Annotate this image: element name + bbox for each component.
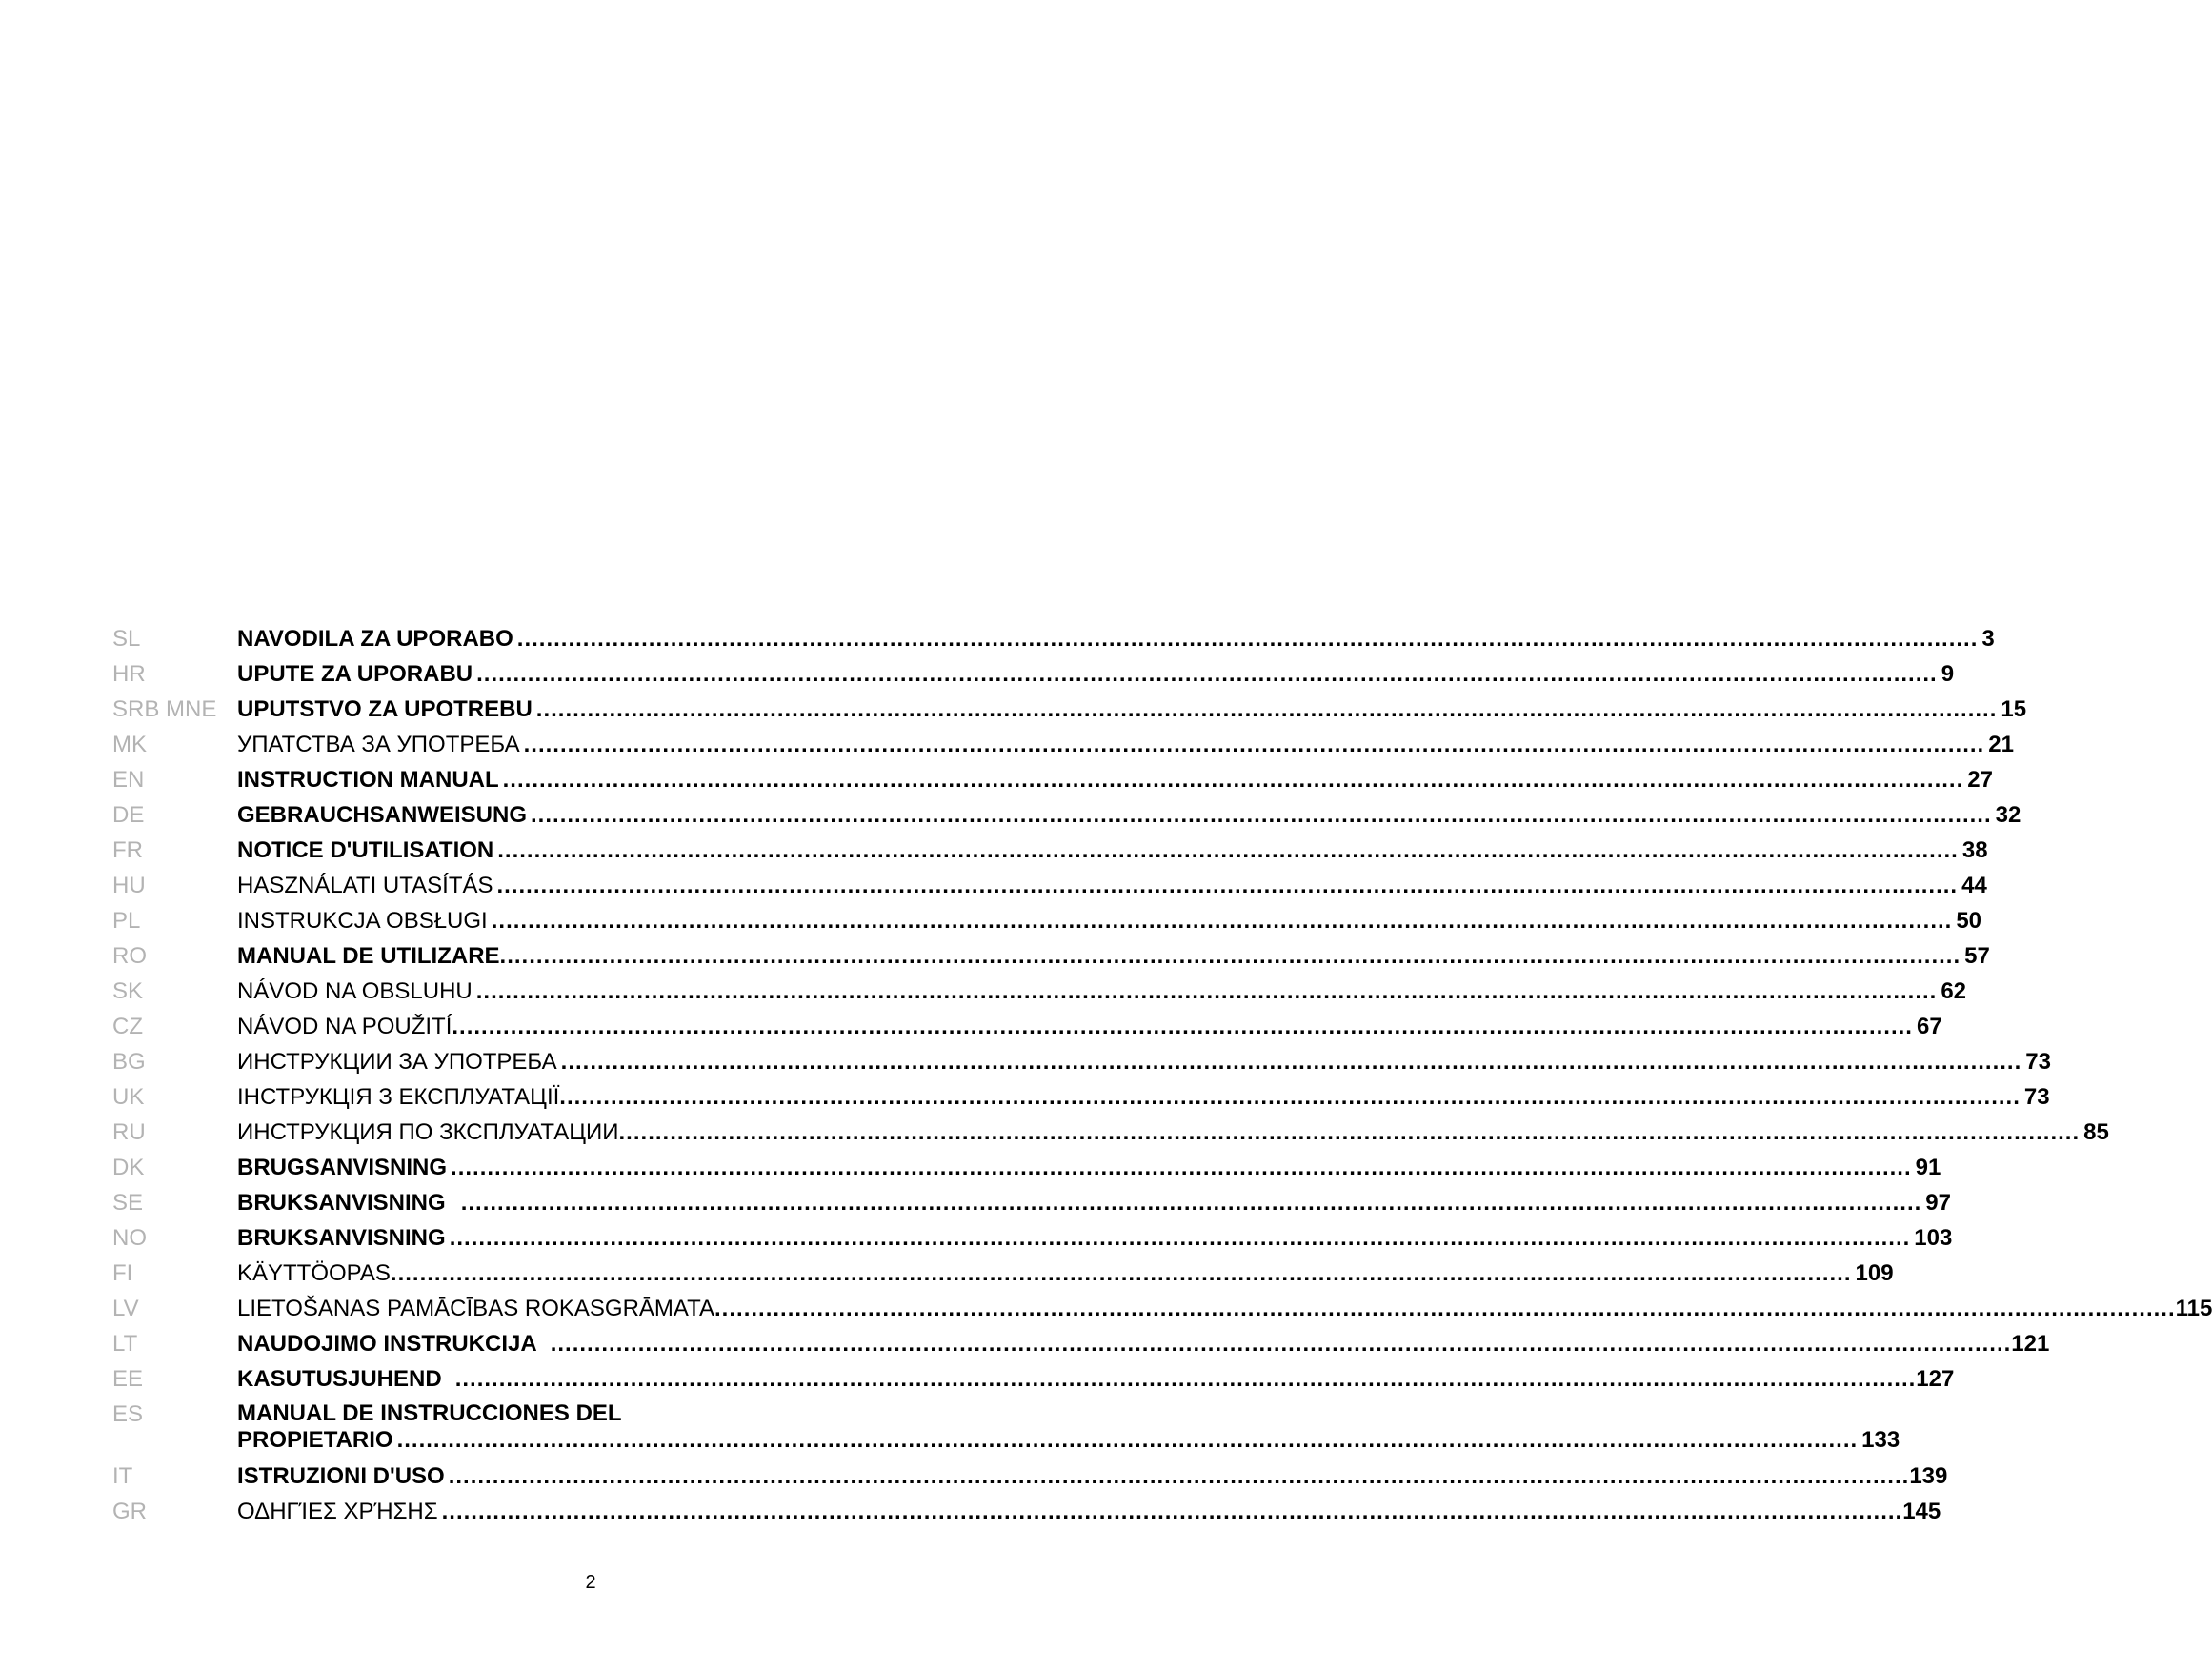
toc-row-cz[interactable] xyxy=(112,1009,1942,1044)
language-code: UK xyxy=(112,1084,145,1110)
toc-page-number: 73 xyxy=(2023,1084,2050,1110)
toc-page-number: 50 xyxy=(1956,908,1982,934)
toc-page-number: 3 xyxy=(1981,626,1995,652)
toc-page-number: 27 xyxy=(1967,767,1993,793)
toc-page-number: 97 xyxy=(1925,1190,1951,1216)
toc-entry xyxy=(237,1185,1951,1220)
toc-entry xyxy=(237,1494,1941,1529)
toc-row-sk[interactable] xyxy=(112,974,1967,1009)
toc-entry xyxy=(237,621,1995,656)
toc-row-en[interactable] xyxy=(112,762,1993,797)
toc-row-mk[interactable] xyxy=(112,727,2014,762)
toc-page-number: 103 xyxy=(1914,1225,1953,1251)
dot-leader xyxy=(391,1256,1852,1291)
dot-leader xyxy=(450,1220,1911,1256)
toc-entry xyxy=(237,797,2021,833)
toc-title: NAVODILA ZA UPORABO xyxy=(237,626,513,652)
language-code: LT xyxy=(112,1331,138,1357)
toc-page-number: 85 xyxy=(2083,1119,2109,1145)
toc-page-number: 21 xyxy=(1988,732,2014,757)
toc-title: GEBRAUCHSANWEISUNG xyxy=(237,802,528,828)
language-code: LV xyxy=(112,1296,139,1321)
dot-leader xyxy=(442,1494,1903,1529)
toc-row-lv[interactable] xyxy=(112,1291,2212,1326)
language-code: SE xyxy=(112,1190,144,1216)
dot-leader xyxy=(517,621,1979,656)
toc-row-uk[interactable] xyxy=(112,1079,2050,1115)
dot-leader xyxy=(619,1115,2081,1150)
toc-entry xyxy=(237,1115,2109,1150)
toc-title: BRUKSANVISNING xyxy=(237,1225,446,1251)
dot-leader xyxy=(503,762,1964,797)
toc-title: ІНСТРУКЦІЯ З ЕКСПЛУАТАЦІЇ xyxy=(237,1084,560,1110)
toc-entry xyxy=(237,1459,1947,1494)
dot-leader xyxy=(461,1185,1922,1220)
toc-row-dk[interactable] xyxy=(112,1150,1941,1185)
dot-leader xyxy=(497,833,1959,868)
toc-page-number: 57 xyxy=(1964,943,1990,969)
toc-title: ISTRUZIONI D'USO xyxy=(237,1463,445,1489)
toc-row-hr[interactable] xyxy=(112,656,1955,692)
toc-page-number: 145 xyxy=(1902,1499,1941,1524)
toc-entry xyxy=(237,833,1988,868)
toc-title: UPUTE ZA UPORABU xyxy=(237,661,473,687)
toc-entry xyxy=(237,656,1954,692)
toc-title: BRUGSANVISNING xyxy=(237,1155,448,1180)
toc-title: PROPIETARIO xyxy=(237,1427,393,1453)
table-of-contents xyxy=(112,621,2212,1529)
toc-entry xyxy=(237,727,2014,762)
language-code: HU xyxy=(112,873,146,898)
toc-title-line-1: MANUAL DE INSTRUCCIONES DEL xyxy=(237,1400,622,1426)
dot-leader xyxy=(714,1291,2176,1326)
toc-row-gr[interactable] xyxy=(112,1494,1941,1529)
toc-row-no[interactable] xyxy=(112,1220,1953,1256)
toc-title: NAUDOJIMO INSTRUKCIJA xyxy=(237,1331,537,1357)
language-code: IT xyxy=(112,1463,133,1489)
toc-title: INSTRUKCJA OBSŁUGI xyxy=(237,908,488,934)
toc-title: ИНСТРУКЦИЯ ПО ЗКСПЛУАТАЦИИ xyxy=(237,1119,619,1145)
toc-title: УПАТСТВА ЗА УПОТРЕБА xyxy=(237,732,520,757)
toc-page-number: 62 xyxy=(1941,978,1967,1004)
dot-leader xyxy=(524,727,1985,762)
language-code: FI xyxy=(112,1260,133,1286)
toc-entry xyxy=(237,762,1993,797)
toc-page-number: 38 xyxy=(1961,837,1988,863)
language-code: FR xyxy=(112,837,143,863)
language-code: RO xyxy=(112,943,147,969)
dot-leader xyxy=(455,1361,1917,1397)
toc-row-es[interactable] xyxy=(112,1397,1900,1459)
toc-row-de[interactable] xyxy=(112,797,2021,833)
toc-entry xyxy=(237,1009,1942,1044)
dot-leader xyxy=(451,1150,1912,1185)
toc-title: KÄYTTÖOPAS xyxy=(237,1260,391,1286)
language-code: DK xyxy=(112,1155,145,1180)
language-code: NO xyxy=(112,1225,147,1251)
language-code: SL xyxy=(112,626,141,652)
toc-title: UPUTSTVO ZA UPOTREBU xyxy=(237,696,533,722)
toc-entry xyxy=(237,903,1981,938)
toc-title: BRUKSANVISNING xyxy=(237,1190,446,1216)
toc-page-number: 139 xyxy=(1909,1463,1948,1489)
language-code: RU xyxy=(112,1119,146,1145)
page-number: 2 xyxy=(585,1572,596,1593)
language-code: GR xyxy=(112,1499,147,1524)
toc-entry xyxy=(237,692,2026,727)
toc-title: MANUAL DE UTILIZARE xyxy=(237,943,500,969)
toc-page-number: 73 xyxy=(2025,1049,2051,1075)
toc-row-srb-mne[interactable] xyxy=(112,692,2027,727)
toc-row-se[interactable] xyxy=(112,1185,1951,1220)
language-code: MK xyxy=(112,732,147,757)
toc-entry xyxy=(237,1291,2212,1326)
language-code: ES xyxy=(112,1401,144,1427)
toc-title: KASUTUSJUHEND xyxy=(237,1366,442,1392)
toc-entry xyxy=(237,974,1966,1009)
dot-leader xyxy=(551,1326,2012,1361)
language-code: PL xyxy=(112,908,141,934)
dot-leader xyxy=(397,1427,1859,1454)
dot-leader xyxy=(561,1044,2022,1079)
language-code: EN xyxy=(112,767,145,793)
toc-row-it[interactable] xyxy=(112,1459,1948,1494)
language-code: EE xyxy=(112,1366,144,1392)
toc-row-hu[interactable] xyxy=(112,868,1987,903)
language-code: BG xyxy=(112,1049,146,1075)
toc-entry xyxy=(237,1397,1900,1459)
toc-page-number: 91 xyxy=(1915,1155,1941,1180)
toc-page-number: 44 xyxy=(1961,873,1987,898)
toc-entry xyxy=(237,938,1990,974)
language-code: DE xyxy=(112,802,145,828)
toc-page-number: 109 xyxy=(1855,1260,1894,1286)
toc-title: ИНСТРУКЦИИ ЗА УПОТРЕБА xyxy=(237,1049,557,1075)
toc-page-number: 133 xyxy=(1861,1427,1900,1453)
toc-entry xyxy=(237,1079,2050,1115)
toc-row-bg[interactable] xyxy=(112,1044,2051,1079)
dot-leader xyxy=(500,938,1961,974)
toc-entry xyxy=(237,1326,2049,1361)
toc-row-ru[interactable] xyxy=(112,1115,2109,1150)
toc-row-pl[interactable] xyxy=(112,903,1982,938)
toc-page-number: 121 xyxy=(2011,1331,2050,1357)
toc-title: INSTRUCTION MANUAL xyxy=(237,767,499,793)
dot-leader xyxy=(536,692,1998,727)
language-code: CZ xyxy=(112,1014,143,1039)
toc-row-ro[interactable] xyxy=(112,938,1990,974)
toc-page-number: 67 xyxy=(1916,1014,1942,1039)
toc-title: NOTICE D'UTILISATION xyxy=(237,837,494,863)
dot-leader xyxy=(497,868,1959,903)
toc-page-number: 127 xyxy=(1916,1366,1955,1392)
toc-title: HASZNÁLATI UTASÍTÁS xyxy=(237,873,493,898)
toc-page-number: 115 xyxy=(2175,1296,2212,1321)
toc-title: ΟΔΗΓΊΕΣ ΧΡΉΣΗΣ xyxy=(237,1499,438,1524)
toc-page-number: 9 xyxy=(1941,661,1955,687)
dot-leader xyxy=(492,903,1953,938)
toc-entry xyxy=(237,868,1987,903)
toc-title: LIETOŠANAS PAMĀCĪBAS ROKASGRĀMATA xyxy=(237,1296,715,1321)
dot-leader xyxy=(449,1459,1910,1494)
toc-page-number: 32 xyxy=(1995,802,2021,828)
toc-row-lt[interactable] xyxy=(112,1326,2050,1361)
language-code: SK xyxy=(112,978,144,1004)
toc-page-number: 15 xyxy=(2001,696,2027,722)
toc-row-ee[interactable] xyxy=(112,1361,1955,1397)
toc-title: NÁVOD NA OBSLUHU xyxy=(237,978,473,1004)
toc-title: NÁVOD NA POUŽITÍ xyxy=(237,1014,452,1039)
toc-entry xyxy=(237,1150,1941,1185)
toc-entry xyxy=(237,1256,1894,1291)
language-code: HR xyxy=(112,661,146,687)
language-code: SRB MNE xyxy=(112,696,217,722)
dot-leader xyxy=(476,974,1938,1009)
dot-leader xyxy=(452,1009,1913,1044)
dot-leader xyxy=(559,1079,2021,1115)
toc-row-sl[interactable] xyxy=(112,621,1995,656)
dot-leader xyxy=(476,656,1938,692)
toc-entry xyxy=(237,1044,2051,1079)
toc-row-fr[interactable] xyxy=(112,833,1988,868)
toc-row-fi[interactable] xyxy=(112,1256,1894,1291)
dot-leader xyxy=(531,797,1992,833)
toc-entry xyxy=(237,1220,1952,1256)
toc-entry xyxy=(237,1361,1954,1397)
